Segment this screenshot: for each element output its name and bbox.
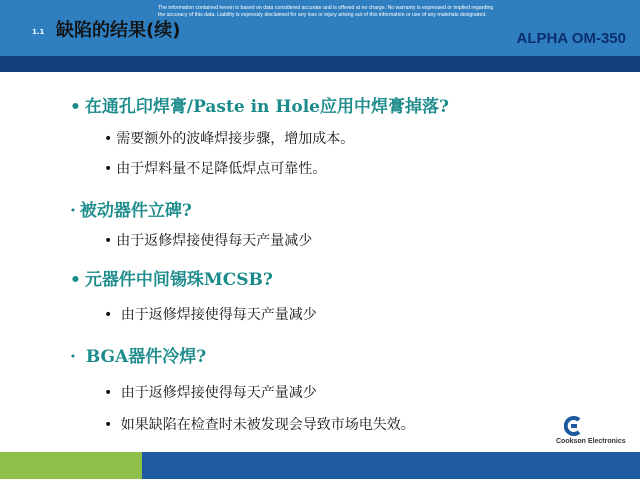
bullet-text: 由于返修焊接使得每天产量减少: [116, 307, 317, 323]
footer-disclaimer: [158, 5, 628, 19]
section-number: 1.1: [32, 28, 45, 36]
bullet-marker: •: [104, 417, 113, 433]
company-logo: [556, 414, 640, 448]
bullet-marker: •: [70, 270, 81, 290]
bullet-heading-mcsb: [70, 265, 273, 290]
bullet-heading-tombstoning: [70, 196, 192, 221]
sub-bullet: [104, 158, 326, 178]
footer-green-block: [0, 452, 142, 479]
cookson-c-logo-icon: [564, 416, 582, 436]
sub-bullet: [104, 414, 415, 434]
sub-bullet: [104, 128, 354, 148]
bullet-text: 由于返修焊接使得每天产量减少: [116, 233, 313, 249]
bullet-text: 由于返修焊接使得每天产量减少: [116, 385, 317, 401]
bullet-marker: •: [104, 161, 113, 177]
bullet-marker: •: [70, 97, 81, 117]
product-name: ALPHA OM-350: [516, 30, 626, 47]
slide-title: 缺陷的结果(续): [56, 20, 181, 41]
bullet-heading-paste-in-hole: [70, 92, 449, 117]
bullet-text: 被动器件立碑?: [79, 201, 192, 221]
bullet-marker: •: [104, 307, 113, 323]
bullet-text: 需要额外的波峰焊接步骤，增加成本。: [116, 131, 355, 147]
bullet-text: 元器件中间锡珠MCSB?: [84, 270, 273, 290]
bullet-marker: ·: [70, 347, 76, 367]
header-accent-bar: [0, 56, 640, 72]
footer-blue-block: [142, 452, 640, 479]
sub-bullet: [104, 230, 312, 250]
disclaimer-line: the accuracy of this data. Liability is expressly disclaimed for any loss or injury arising out of this information or use of any materials designated.: [158, 12, 487, 18]
bullet-text: 由于焊料量不足降低焊点可靠性。: [116, 161, 327, 177]
bullet-heading-bga: [70, 342, 206, 367]
company-name: Cookson Electronics: [556, 438, 626, 445]
sub-bullet: [104, 304, 317, 324]
footer-bar: [0, 452, 640, 479]
bullet-text: BGA器件冷焊?: [79, 347, 207, 367]
bullet-text: 在通孔印焊膏/Paste in Hole应用中焊膏掉落?: [84, 97, 449, 117]
bullet-marker: •: [104, 385, 113, 401]
sub-bullet: [104, 382, 317, 402]
bullet-text: 如果缺陷在检查时未被发现会导致市场电失效。: [116, 417, 415, 433]
bullet-marker: •: [104, 131, 113, 147]
bullet-marker: •: [104, 233, 113, 249]
bullet-marker: ·: [70, 201, 76, 221]
disclaimer-line: The information contained herein is based on data considered accurate and is offered at no charge. No warranty is expressed or implied regarding: [158, 5, 494, 11]
